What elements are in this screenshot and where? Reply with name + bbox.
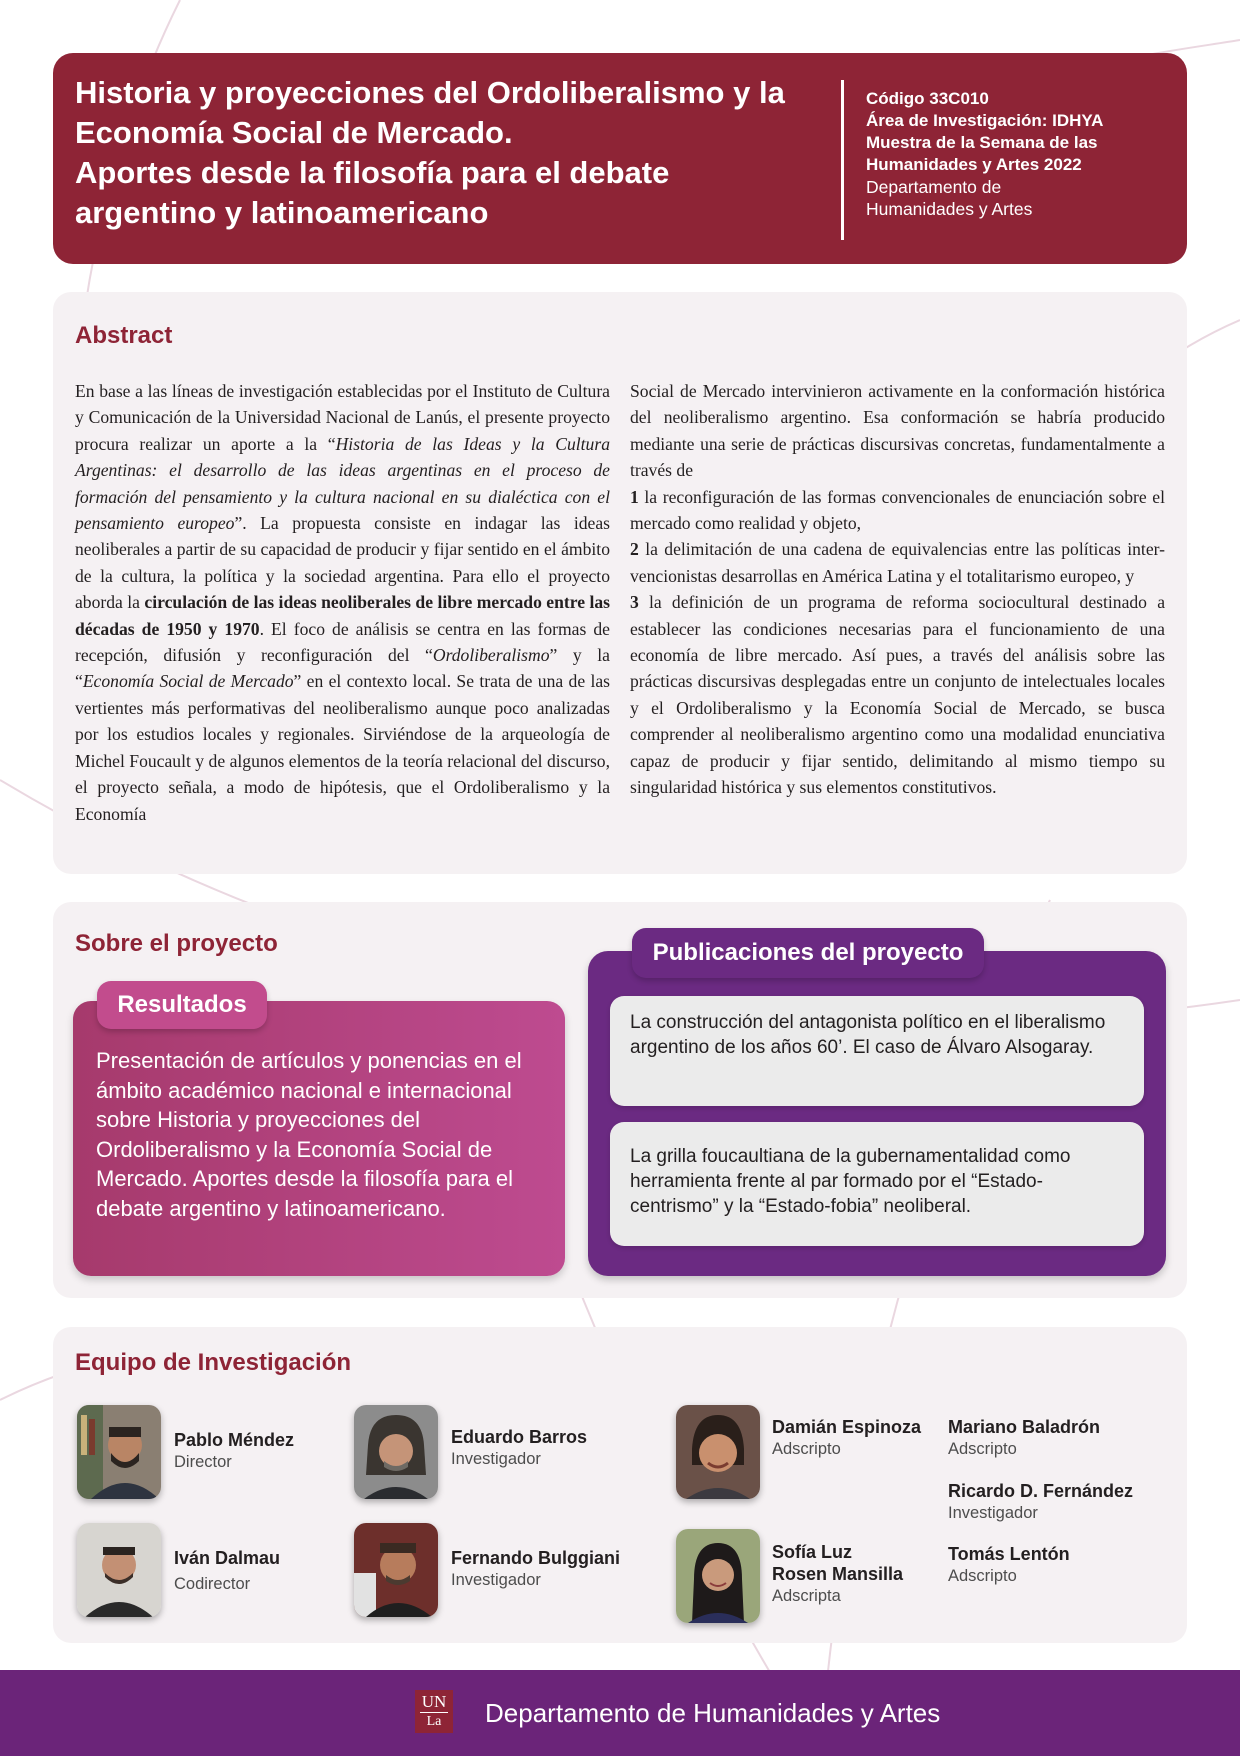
abstract-italic-segment: Economía Social de Mercado [82,671,294,692]
abstract-item-1 [630,484,1165,537]
avatar [676,1405,760,1499]
publicaciones-tab: Publicaciones del proyecto [632,928,984,978]
abstract-item-2 [630,536,1165,589]
member-role: Adscripto [948,1567,1017,1585]
member-name-line-1: Sofía Luz [772,1542,852,1562]
resultados-tab: Resultados [97,981,267,1029]
item-number: 1 [630,486,639,507]
member-role: Adscripta [772,1587,841,1605]
member-name: Tomás Lentón [948,1544,1070,1564]
team-member [174,1429,374,1473]
member-name: Fernando Bulggiani [451,1548,620,1568]
item-number: 2 [630,539,639,560]
avatar [77,1523,161,1617]
avatar [676,1529,760,1623]
member-name: Damián Espinoza [772,1417,922,1437]
member-role: Codirector [174,1575,251,1593]
logo-text-bottom: La [420,1712,448,1731]
team-member [948,1480,1148,1524]
member-role: Investigador [451,1450,541,1468]
muestra-line-1: Muestra de la Semana de las [866,133,1098,152]
abstract-bold-segment: circulación de las ideas neoliberales de libre mercado entre las décadas de 1950 y 1970 [75,592,611,639]
publication-card [610,1122,1144,1246]
abstract-text-segment: ” en el contexto local. Se trata de una de las vertientes más performativas del neoliberalismo aunque poco analizadas por los estudios locales y regionales. Sirviéndose de la arqueología de Michel Foucault y de algunos elementos de la teoría relacional del discurso, el proyecto señala, a modo de hipótesis, que el Ordoliberalismo y la Economía [75,671,610,824]
member-role: Investigador [451,1571,541,1589]
team-member [948,1543,1148,1587]
abstract-text-segment: ” y la “ [75,645,610,692]
publication-text: La grilla foucaultiana de la gubernamentalidad como herramienta frente al par formado por el “Estado-centrismo” y la “Estado-fobia” neoliberal. [630,1146,1071,1217]
abstract-italic-segment: Historia de las Ideas y la Cultura Argentinas: el desarrollo de las ideas argentinas en el proceso de formación del pensamiento y la cultura nacional en su dialéctica con el pensamiento europeo [75,433,610,534]
header-divider [841,80,844,240]
title-line-2: Economía Social de Mercado. [75,115,513,150]
abstract-column-left [75,378,610,827]
member-name: Pablo Méndez [174,1430,295,1450]
member-name-line-2: Rosen Mansilla [772,1564,904,1584]
abstract-text-segment: ”. La propuesta consiste en indagar las ideas neoliberales a partir de su capacidad de producir y fijar sentido en el ámbito de la cultura, la política y la sociedad argentina. Para ello el proyecto aborda la [75,513,610,613]
avatar [354,1405,438,1499]
department-line-1: Departamento de [866,177,1002,197]
publication-text: La construcción del antagonista político en el liberalismo argentino de los años 60’. El caso de Álvaro Alsogaray. [630,1012,1106,1058]
team-member [772,1416,972,1460]
muestra-line-2: Humanidades y Artes 2022 [866,155,1082,174]
abstract-item-3 [630,589,1165,800]
page-title [75,73,815,233]
team-member [948,1416,1148,1460]
research-area: Área de Investigación: IDHYA [866,111,1104,130]
abstract-italic-segment: Ordoliberalismo [432,645,550,666]
abstract-text-segment: En base a las líneas de investigación establecidas por el Instituto de Cultura y Comunicación de la Universidad Nacional de Lanús, el presente proyecto procura realizar un aporte a la “ [75,381,610,454]
equipo-title: Equipo de Investigación [75,1349,352,1376]
footer-department: Departamento de Humanidades y Artes [485,1698,941,1728]
member-name: Iván Dalmau [174,1548,281,1568]
abstract-panel [53,292,1187,874]
resultados-text: Presentación de artículos y ponencias en el ámbito académico nacional e internacional sobre Historia y proyecciones del Ordoliberalismo y la Economía Social de Mercado. Aportes desde la filosofía para el debate argentino y latinoamericano. [96,1048,522,1221]
abstract-paragraph-left [75,378,610,827]
title-line-4: argentino y latinoamericano [75,195,489,230]
member-role: Director [174,1453,232,1471]
department-line-2: Humanidades y Artes [866,199,1033,219]
abstract-text-segment: . El foco de análisis se centra en las formas de recepción, difusión y reconfiguración del “ [75,618,610,666]
logo-text-top: UN [421,1692,447,1711]
university-logo [415,1690,453,1733]
item-text: la definición de un programa de reforma sociocultural destinado a establecer las condiciones necesarias para el funcionamiento de una economía de libre mercado. Así pues, a través del análisis sobre las prácticas discursivas desplegadas entre un conjunto de intelectuales locales y el Ordoliberalismo y la Economía Social de Mercado, se busca comprender al neoliberalismo argentino como una modalidad enunciativa capaz de producir y fijar sentido, delimitando al mismo tiempo su singularidad histórica y sus elementos constitutivos. [630,592,1165,798]
item-text: la reconfiguración de las formas convencionales de enunciación sobre el mercado como realidad y objeto, [630,486,1165,534]
sobre-title: Sobre el proyecto [75,930,278,957]
publication-card [610,996,1144,1106]
project-code: Código 33C010 [866,89,989,108]
item-number: 3 [630,592,639,613]
team-member [451,1547,651,1591]
abstract-title: Abstract [75,322,173,349]
item-text: la delimitación de una cadena de equivalencias entre las políticas inter-vencionistas desarrollas en América Latina y el totalitarismo europeo, y [630,539,1165,586]
team-member [772,1541,972,1607]
header-banner [53,53,1187,264]
team-member [451,1426,651,1470]
title-line-3: Aportes desde la filosofía para el debate [75,155,670,190]
member-role: Investigador [948,1504,1038,1522]
avatar [354,1523,438,1617]
member-name: Eduardo Barros [451,1427,588,1447]
footer [0,1670,1240,1756]
avatar [77,1405,161,1499]
member-name: Ricardo D. Fernández [948,1481,1134,1501]
title-line-1: Historia y proyecciones del Ordoliberalismo y la [75,75,785,110]
team-member [174,1547,374,1595]
abstract-intro: Social de Mercado intervinieron activamente en la conformación histórica del neoliberalismo argentino. Esa conformación se habría producido mediante una serie de prácticas discursivas concretas, fundamentalmente a través de [630,381,1165,481]
member-role: Adscripto [772,1440,841,1458]
header-meta [866,88,1166,220]
abstract-column-right [630,378,1165,801]
member-name: Mariano Baladrón [948,1417,1101,1437]
member-role: Adscripto [948,1440,1017,1458]
